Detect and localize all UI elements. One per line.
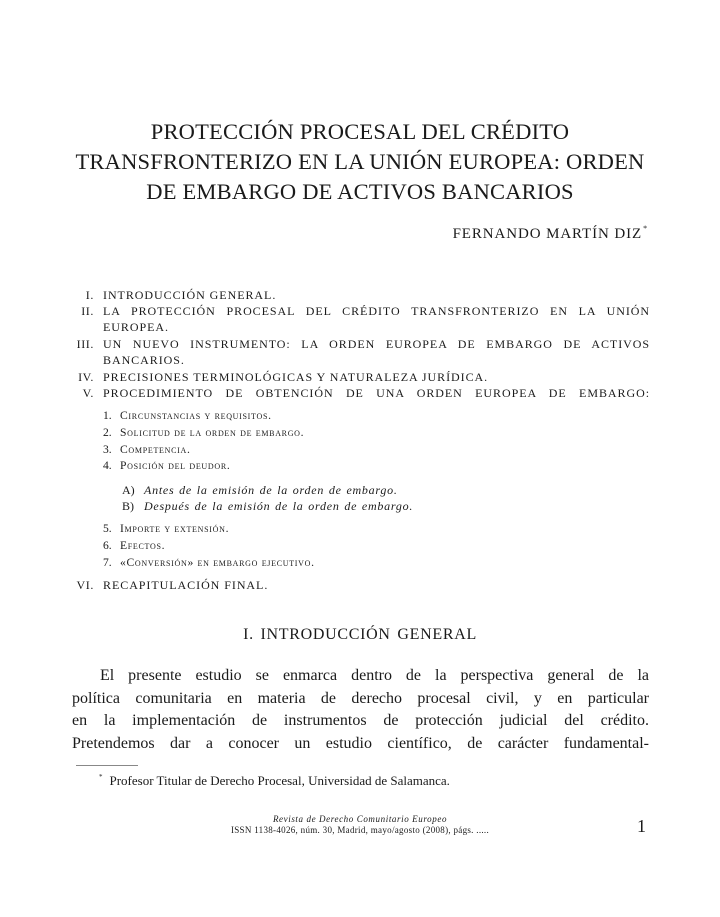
- journal-name: [205, 814, 515, 824]
- toc-item-text: PROCEDIMIENTO DE OBTENCIÓN DE UNA ORDEN EUROPEA DE EMBARGO:: [103, 386, 650, 400]
- toc-subitem-number: 6.: [103, 539, 112, 552]
- toc-item-text: INTRODUCCIÓN GENERAL.: [103, 288, 277, 302]
- toc-item-number: III.: [76, 337, 94, 351]
- toc-subitem-number: 5.: [103, 522, 112, 535]
- paragraph-line: en la implementación de instrumentos de protección judicial del crédito.: [72, 712, 649, 729]
- journal-name-text: Revista de Derecho Comunitario Europeo: [272, 814, 448, 824]
- toc-subitem-text: «Conversión» en embargo ejecutivo.: [120, 556, 315, 569]
- page-number: 1: [637, 816, 646, 836]
- footnote: [99, 773, 450, 789]
- toc-item-text: UN NUEVO INSTRUMENTO: LA ORDEN EUROPEA DE EMBARGO DE ACTIVOS: [103, 337, 650, 351]
- toc-item-number: V.: [82, 386, 94, 400]
- footnote-mark: *: [99, 773, 103, 781]
- toc-subitem-text: Circunstancias y requisitos.: [120, 409, 272, 422]
- section-heading: I. INTRODUCCIÓN GENERAL: [243, 626, 477, 643]
- toc-item-text: PRECISIONES TERMINOLÓGICAS Y NATURALEZA JURÍDICA.: [103, 370, 489, 384]
- footnote-divider: [76, 765, 138, 766]
- toc-subitem-number: 3.: [103, 443, 112, 456]
- toc-subitem-text: Competencia.: [120, 443, 191, 456]
- title-line: PROTECCIÓN PROCESAL DEL CRÉDITO: [150, 119, 570, 144]
- toc-item-number: VI.: [76, 578, 94, 592]
- toc-subitem-text: Posición del deudor.: [120, 459, 231, 472]
- body-paragraph: [72, 665, 649, 755]
- title-line: DE EMBARGO DE ACTIVOS BANCARIOS: [146, 179, 574, 204]
- toc-subitem-text: Importe y extensión.: [120, 522, 230, 535]
- toc-item-text: EUROPEA.: [103, 320, 169, 334]
- author-name: FERNANDO MARTÍN DIZ: [452, 226, 643, 242]
- author-footnote-mark: *: [643, 224, 648, 233]
- toc-subsubitem-number: B): [122, 499, 134, 513]
- paragraph-line: El presente estudio se enmarca dentro de la perspectiva general de la: [100, 667, 649, 684]
- toc-subitem-number: 7.: [103, 556, 112, 569]
- paragraph-line: Pretendemos dar a conocer un estudio científico, de carácter fundamental-: [72, 734, 649, 752]
- toc-subitem-text: Solicitud de la orden de embargo.: [120, 426, 305, 439]
- toc-item-number: II.: [81, 304, 94, 318]
- article-title: [60, 117, 660, 207]
- toc-item-text: LA PROTECCIÓN PROCESAL DEL CRÉDITO TRANSFRONTERIZO EN LA UNIÓN: [103, 304, 650, 318]
- paragraph-line: política comunitaria en materia de derecho procesal civil, y en particular: [72, 689, 649, 707]
- author-line: [453, 224, 648, 243]
- toc-item-text: BANCARIOS.: [103, 353, 185, 367]
- toc-item-text: RECAPITULACIÓN FINAL.: [103, 578, 269, 592]
- toc-subitem-number: 2.: [103, 426, 112, 439]
- toc-subitem-number: 4.: [103, 459, 112, 472]
- toc-item-number: IV.: [78, 370, 94, 384]
- toc-subitem-number: 1.: [103, 409, 112, 422]
- footnote-text: Profesor Titular de Derecho Procesal, Universidad de Salamanca.: [109, 773, 450, 788]
- toc-item-number: I.: [85, 288, 94, 302]
- toc-subsubitem-number: A): [122, 483, 135, 497]
- toc-subitem-text: Efectos.: [120, 539, 166, 552]
- toc-subsubitem-text: Antes de la emisión de la orden de embargo.: [144, 483, 398, 497]
- issn-line: ISSN 1138-4026, núm. 30, Madrid, mayo/agosto (2008), págs. .....: [230, 825, 490, 835]
- toc-subsubitem-text: Después de la emisión de la orden de embargo.: [144, 499, 414, 513]
- title-line: TRANSFRONTERIZO EN LA UNIÓN EUROPEA: ORDEN: [75, 149, 645, 174]
